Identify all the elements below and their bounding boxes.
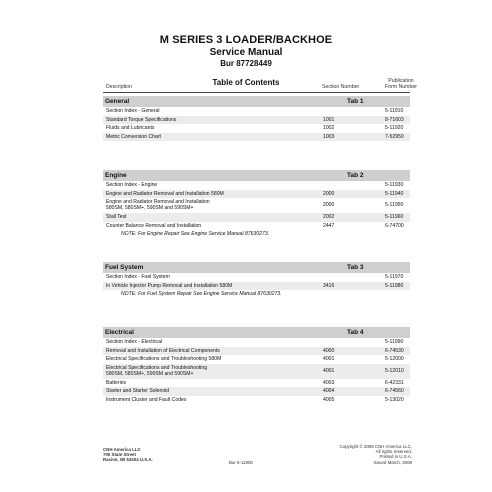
toc-row[interactable]: [103, 396, 410, 405]
toc-row[interactable]: [103, 338, 410, 347]
row-description: Section Index - Electrical: [106, 339, 163, 345]
row-section-number: 4001: [323, 367, 335, 374]
row-description: Counter Balance Removal and Installation: [106, 222, 202, 229]
row-form-number: 5-11930: [385, 182, 404, 188]
section-fuel-system: [103, 262, 410, 299]
row-description: Standard Torque Specifications: [106, 116, 177, 123]
row-form-number: 8-71603: [385, 116, 404, 123]
section-rows: [103, 107, 410, 141]
section-general: [103, 96, 410, 141]
toc-row[interactable]: [103, 355, 410, 364]
row-form-number: 6-42331: [385, 379, 404, 386]
toc-row[interactable]: [103, 181, 410, 190]
row-section-number: 1003: [323, 133, 335, 140]
row-description: Section Index - Engine: [106, 182, 158, 188]
address-line: Racine, WI 53404 U.S.A.: [103, 457, 153, 463]
toc-row[interactable]: [103, 387, 410, 396]
section-engine: [103, 170, 410, 239]
row-section-number: 2447: [323, 222, 335, 229]
row-form-number: 5-13020: [385, 396, 404, 403]
toc-heading: Table of Contents: [212, 78, 280, 87]
row-description-line: 580SM, 580SM+, 590SM and 590SM+: [106, 370, 194, 377]
copyright-line: Copyright © 2008 CNH America LLC.: [339, 444, 412, 449]
row-description: Starter and Starter Solenoid: [106, 388, 170, 395]
toc-row[interactable]: [103, 124, 410, 133]
toc-row[interactable]: [103, 198, 410, 213]
row-section-number: 4004: [323, 388, 335, 395]
row-form-number: 6-74560: [385, 388, 404, 395]
row-section-number: 4005: [323, 396, 335, 403]
row-description: [106, 199, 210, 211]
column-header-publication: [384, 78, 418, 90]
row-description: Fluids and Lubricants: [106, 125, 155, 132]
address-line: 700 State Street: [103, 452, 136, 458]
section-rows: [103, 273, 410, 299]
publication-label: Publication: [388, 78, 414, 84]
section-rows: [103, 338, 410, 405]
section-header: [103, 327, 410, 338]
row-form-number: 5-12000: [385, 356, 404, 363]
publisher-address: [103, 447, 153, 463]
copyright-line: Issued March, 2008: [373, 459, 412, 465]
section-note: [103, 290, 410, 299]
row-form-number: 6-74530: [385, 347, 404, 354]
section-rows: [103, 181, 410, 239]
row-description: Batteries: [106, 379, 127, 386]
bur-number: Bur 87728449: [220, 59, 272, 68]
row-description: Stall Test: [106, 214, 127, 221]
toc-row[interactable]: [103, 282, 410, 291]
toc-row[interactable]: [103, 379, 410, 388]
row-description: Removal and Installation of Electrical Components: [106, 347, 220, 354]
row-section-number: 3416: [323, 282, 335, 289]
row-form-number: 5-11950: [385, 202, 404, 209]
row-section-number: 4000: [323, 347, 335, 354]
section-name: General: [105, 98, 130, 105]
column-header-description: Description: [106, 84, 132, 90]
row-form-number: 5-11960: [385, 214, 404, 221]
row-description-line: 580SM, 580SM+, 590SM and 590SM+: [106, 205, 194, 212]
section-tab: Tab 1: [347, 98, 364, 105]
section-header: [103, 96, 410, 107]
section-tab: Tab 2: [347, 172, 364, 179]
toc-row[interactable]: [103, 133, 410, 142]
row-section-number: 4001: [323, 356, 335, 363]
row-form-number: 5-11940: [385, 190, 404, 197]
form-number-label: Form Number: [385, 84, 417, 90]
row-description-line: Engine and Radiator Removal and Installation: [106, 199, 210, 206]
copyright-line: Printed in U.S.A.: [379, 454, 412, 460]
row-form-number: 6-74700: [385, 222, 404, 229]
toc-row[interactable]: [103, 190, 410, 199]
toc-row[interactable]: [103, 364, 410, 379]
toc-row[interactable]: [103, 116, 410, 125]
note-text: NOTE: For Fuel System Repair See Engine Service Manual 87630273.: [121, 291, 282, 298]
row-form-number: 7-52950: [385, 133, 404, 140]
row-description: In Vehicle Injector Pump Removal and Installation 580M: [106, 282, 233, 289]
section-tab: Tab 4: [347, 329, 364, 336]
row-form-number: 5-11970: [385, 274, 404, 280]
toc-row[interactable]: [103, 347, 410, 356]
row-description: Metric Conversion Chart: [106, 133, 161, 140]
copyright-block: [322, 444, 412, 465]
row-form-number: 5-11920: [385, 125, 404, 132]
manual-title: M SERIES 3 LOADER/BACKHOE: [159, 34, 333, 46]
row-description: Section Index - Fuel System: [106, 274, 170, 280]
toc-row[interactable]: [103, 273, 410, 282]
row-form-number: 5-11910: [385, 108, 404, 114]
row-section-number: 1002: [323, 125, 335, 132]
row-section-number: 2002: [323, 214, 335, 221]
bur-footer: Bur 5-11900: [229, 460, 253, 465]
section-header: [103, 262, 410, 273]
row-description-line: Electrical Specifications and Troubleshooting: [106, 364, 208, 371]
row-description: [106, 365, 207, 377]
toc-row[interactable]: [103, 107, 410, 116]
row-description: Instrument Cluster and Fault Codes: [106, 396, 187, 403]
row-section-number: 1001: [323, 116, 335, 123]
address-line: CNH America LLC: [103, 447, 141, 452]
row-description: Section Index - General: [106, 108, 160, 114]
manual-subtitle: Service Manual: [209, 47, 283, 58]
row-form-number: 5-11980: [385, 282, 404, 289]
section-name: Engine: [105, 172, 127, 179]
row-section-number: 2000: [323, 202, 335, 209]
column-header-section-number: Section Number: [322, 84, 360, 90]
row-form-number: 5-11990: [385, 339, 404, 345]
row-description: Engine and Radiator Removal and Installation 580M: [106, 190, 224, 197]
section-header: [103, 170, 410, 181]
section-electrical: [103, 327, 410, 405]
toc-row[interactable]: [103, 213, 410, 222]
section-name: Fuel System: [105, 264, 144, 271]
section-note: [103, 230, 410, 239]
toc-row[interactable]: [103, 222, 410, 231]
section-name: Electrical: [105, 329, 134, 336]
row-section-number: 4003: [323, 379, 335, 386]
header-rule: [103, 92, 410, 93]
row-description: Electrical Specifications and Troubleshooting 580M: [106, 356, 222, 363]
section-tab: Tab 3: [347, 264, 364, 271]
row-form-number: 5-12010: [385, 367, 404, 374]
note-text: NOTE: For Engine Repair See Engine Service Manual 87630273.: [121, 231, 270, 238]
copyright-line: All rights reserved.: [375, 449, 412, 455]
row-section-number: 2000: [323, 190, 335, 197]
